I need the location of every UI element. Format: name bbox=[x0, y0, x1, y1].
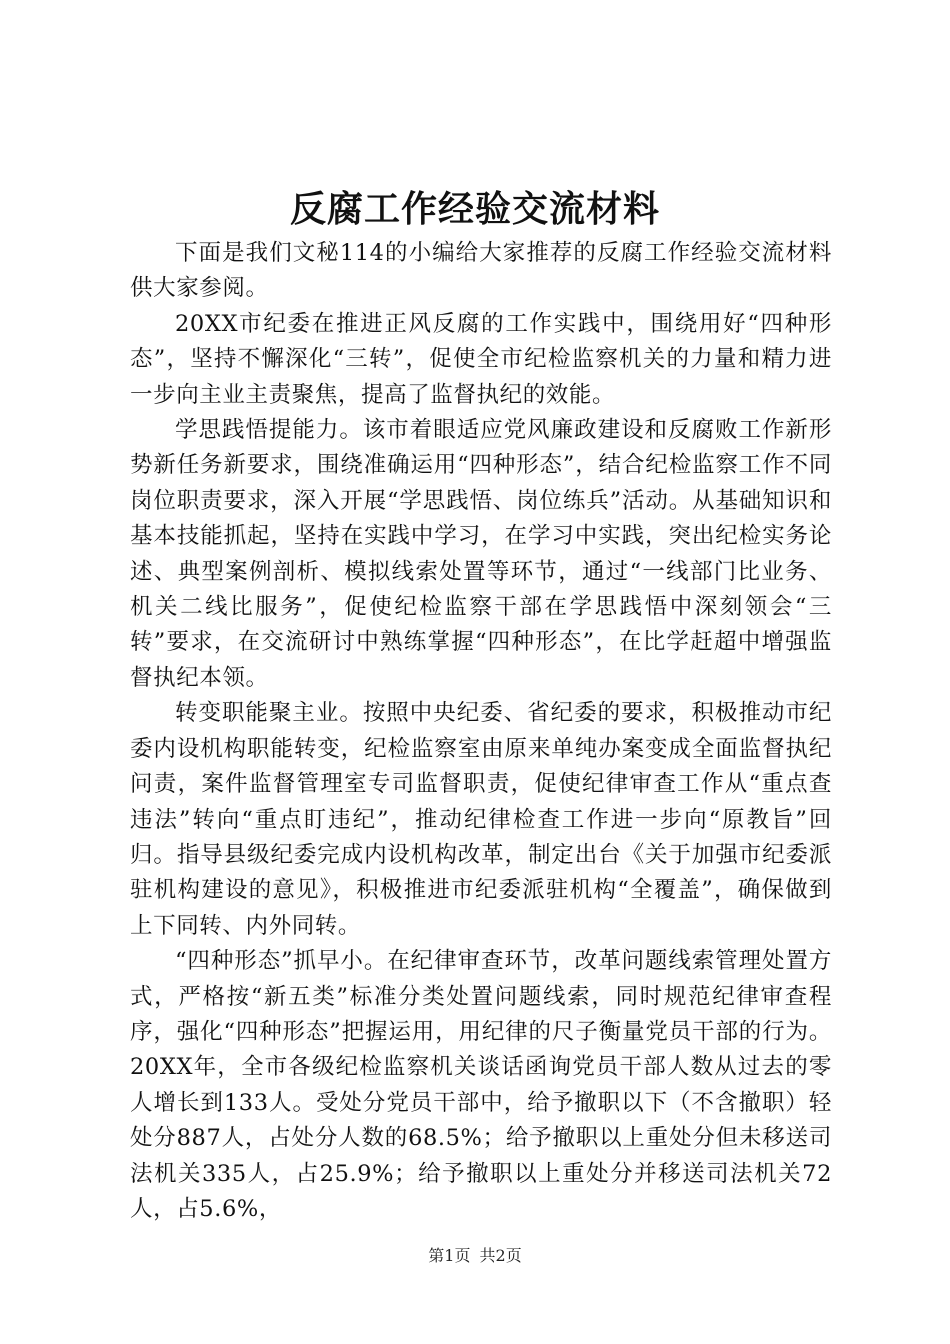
document-body bbox=[130, 236, 832, 1227]
paragraph-overview: 20XX市纪委在推进正风反腐的工作实践中，围绕用好“四种形态”，坚持不懈深化“三转”，促使全市纪检监察机关的力量和精力进一步向主业主责聚焦，提高了监督执纪的效能。 bbox=[130, 310, 832, 408]
document-title: 反腐工作经验交流材料 bbox=[289, 188, 660, 230]
paragraph-study-practice: 学思践悟提能力。该市着眼适应党风廉政建设和反腐败工作新形势新任务新要求，围绕准确运用“四种形态”，结合纪检监察工作不同岗位职责要求，深入开展“学思践悟、岗位练兵”活动。从基础知识和基本技能抓起，坚持在实践中学习，在学习中实践，突出纪检实务论述、典型案例剖析、模拟线索处置等环节，通过“一线部门比业务、机关二线比服务”，促使纪检监察干部在学思践悟中深刻领会“三转”要求，在交流研讨中熟练掌握“四种形态”，在比学赶超中增强监督执纪本领。 bbox=[130, 417, 832, 691]
page-number: 第1页 bbox=[428, 1246, 471, 1265]
page-total: 共2页 bbox=[479, 1246, 522, 1265]
paragraph-function-change: 转变职能聚主业。按照中央纪委、省纪委的要求，积极推动市纪委内设机构职能转变，纪检监察室由原来单纯办案变成全面监督执纪问责，案件监督管理室专司监督职责，促使纪律审查工作从“重点查违法”转向“重点盯违纪”，推动纪律检查工作进一步向“原教旨”回归。指导县级纪委完成内设机构改革，制定出台《关于加强市纪委派驻机构建设的意见》，积极推进市纪委派驻机构“全覆盖”，确保做到上下同转、内外同转。 bbox=[130, 700, 832, 939]
paragraph-four-forms: “四种形态”抓早小。在纪律审查环节，改革问题线索管理处置方式，严格按“新五类”标准分类处置问题线索，同时规范纪律审查程序，强化“四种形态”把握运用，用纪律的尺子衡量党员干部的行为。20XX年，全市各级纪检监察机关谈话函询党员干部人数从过去的零人增长到133人。受处分党员干部中，给予撤职以下（不含撤职）轻处分887人，占处分人数的68.5%；给予撤职以上重处分但未移送司法机关335人，占25.9%；给予撤职以上重处分并移送司法机关72人，占5.6%， bbox=[130, 948, 832, 1222]
paragraph-intro: 下面是我们文秘114的小编给大家推荐的反腐工作经验交流材料供大家参阅。 bbox=[130, 240, 832, 302]
page-footer bbox=[0, 1246, 950, 1266]
